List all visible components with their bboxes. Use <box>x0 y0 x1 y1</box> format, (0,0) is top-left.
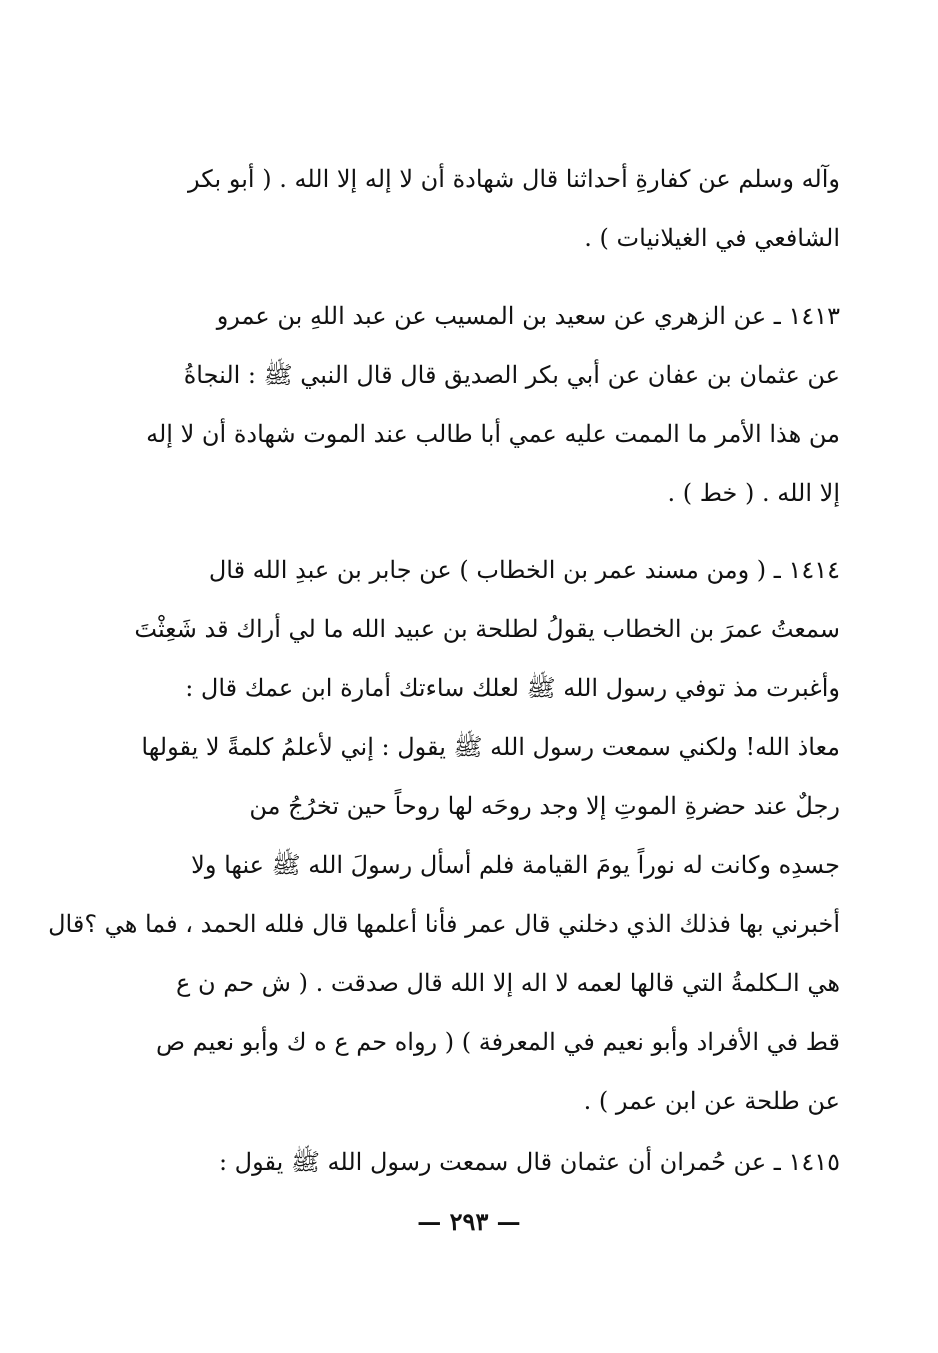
paragraph-hadith-1413 <box>146 287 840 523</box>
text-line: قط في الأفراد وأبو نعيم في المعرفة ) ( رواه حم ع ه ك وأبو نعيم ص <box>156 1028 840 1056</box>
text-line: معاذ الله! ولكني سمعت رسول الله ﷺ يقول : إني لأعلمُ كلمةً لا يقولها <box>141 733 840 761</box>
text-line: سمعتُ عمرَ بن الخطاب يقولُ لطلحة بن عبيد الله ما لي أراك قد شَعِثْتَ <box>134 615 840 643</box>
paragraph-hadith-1415 <box>150 1133 840 1192</box>
text-line: أخبرني بها فذلك الذي دخلني قال عمر فأنا أعلمها قال فلله الحمد ، فما هي ؟قال <box>48 910 840 938</box>
text-line: إلا الله . ( خط ) . <box>667 479 840 507</box>
text-line: جسدِه وكانت له نوراً يومَ القيامة فلم أسأل رسولَ الله ﷺ عنها ولا <box>191 851 840 879</box>
text-line: ١٤١٥ ـ عن حُمران أن عثمان قال سمعت رسول الله ﷺ يقول : <box>218 1148 840 1176</box>
text-line: ١٤١٣ ـ عن الزهري عن سعيد بن المسيب عن عبد اللهِ بن عمرو <box>216 302 840 330</box>
page-number: — ٢٩٣ — <box>417 1207 521 1236</box>
paragraph-continuation <box>150 150 840 268</box>
text-line: وآله وسلم عن كفارةِ أحداثنا قال شهادة أن لا إله إلا الله . ( أبو بكر <box>188 165 840 193</box>
text-line: رجلٌ عند حضرةِ الموتِ إلا وجد روحَه لها روحاً حين تخرُجُ من <box>249 792 840 820</box>
text-line: هي الـكلمةُ التي قالها لعمه لا اله إلا الله قال صدقت . ( ش حم ن ع <box>176 969 840 997</box>
text-line: عن عثمان بن عفان عن أبي بكر الصديق قال قال النبي ﷺ : النجاةُ <box>183 361 840 389</box>
text-line: وأغبرت مذ توفي رسول الله ﷺ لعلك ساءتك أمارة ابن عمك قال : <box>185 674 840 702</box>
text-line: الشافعي في الغيلانيات ) . <box>584 224 840 252</box>
text-line: من هذا الأمر ما الممت عليه عمي أبا طالب عند الموت شهادة أن لا إله <box>146 420 840 448</box>
text-line: ١٤١٤ ـ ( ومن مسند عمر بن الخطاب ) عن جابر بن عبدِ الله قال <box>208 556 840 584</box>
paragraph-hadith-1414 <box>48 541 840 1131</box>
text-line: عن طلحة عن ابن عمر ) . <box>583 1087 840 1115</box>
